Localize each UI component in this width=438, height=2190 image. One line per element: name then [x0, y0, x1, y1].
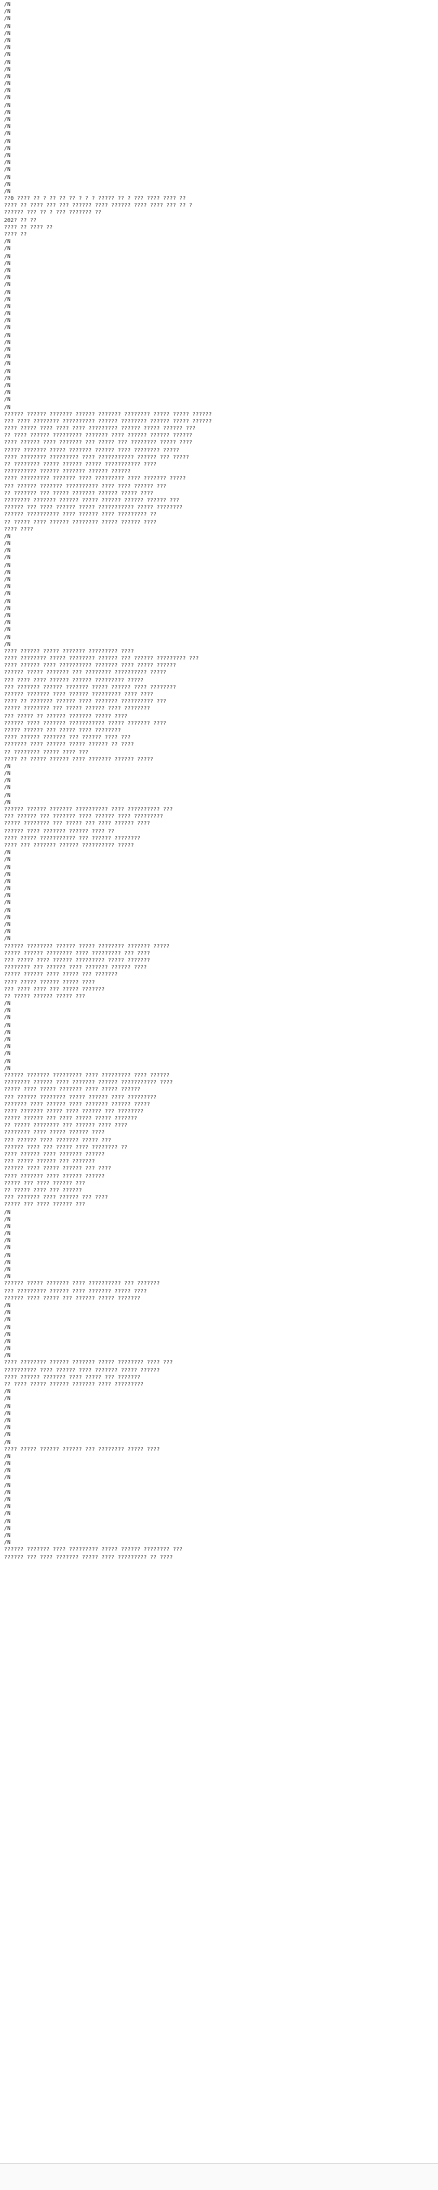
newline-marker: /N — [4, 1403, 11, 1410]
text-line: ??? ?????? ??? ??????? ???? ?????? ???? ????????? — [4, 814, 164, 821]
newline-marker: /N — [4, 1310, 11, 1317]
newline-marker: /N — [4, 397, 11, 404]
newline-marker: /N — [4, 893, 11, 900]
newline-marker: /N — [4, 1461, 11, 1468]
newline-marker: /N — [4, 52, 11, 59]
newline-marker: /N — [4, 368, 11, 375]
newline-marker: /N — [4, 778, 11, 785]
text-line: ?????? ?????? ??????? ?????? ??????? ???????? ????? ????? ?????? — [4, 411, 212, 418]
newline-marker: /N — [4, 167, 11, 174]
newline-marker: /N — [4, 1209, 11, 1216]
newline-marker: /N — [4, 1396, 11, 1403]
newline-marker: /N — [4, 548, 11, 555]
newline-marker: /N — [4, 1353, 11, 1360]
newline-marker: /N — [4, 1022, 11, 1029]
newline-marker: /N — [4, 267, 11, 274]
newline-marker: /N — [4, 1252, 11, 1259]
newline-marker: /N — [4, 792, 11, 799]
newline-marker: /N — [4, 1518, 11, 1525]
newline-marker: /N — [4, 1525, 11, 1532]
newline-marker: /N — [4, 1051, 11, 1058]
text-block-s5 — [4, 534, 434, 649]
newline-marker: /N — [4, 1417, 11, 1424]
newline-marker: /N — [4, 289, 11, 296]
newline-marker: /N — [4, 2, 11, 8]
newline-marker: /N — [4, 1302, 11, 1309]
newline-marker: /N — [4, 1008, 11, 1015]
text-line: ??? ??????? ???? ?????? ??? ???? — [4, 1195, 108, 1202]
text-line: ?????? ???????? ?????? ????? ???????? ??????? ????? — [4, 943, 170, 950]
text-line: ??? ????? ?????? ??? ??????? — [4, 1159, 95, 1166]
text-line: ?? ???????? ????? ???? ??? — [4, 749, 89, 756]
text-line: ??????? ???? ?????? ???? ??????? ?????? ????? — [4, 1101, 151, 1108]
text-line: ???? ???????? ????????? ???? ??????????? ?????? ??? ????? — [4, 454, 189, 461]
newline-marker: /N — [4, 1504, 11, 1511]
newline-marker: /N — [4, 404, 11, 411]
newline-marker: /N — [4, 311, 11, 318]
text-line: ????? ???????? ??? ????? ??? ???? ?????? ???? — [4, 821, 151, 828]
text-block-s3 — [4, 239, 434, 412]
newline-marker: /N — [4, 109, 11, 116]
text-line: ?? ????? ???? ??? ?????? — [4, 1187, 82, 1194]
text-line: ???? ?????? ??????? ???? ????? ??? ??????? — [4, 1374, 141, 1381]
newline-marker: /N — [4, 914, 11, 921]
newline-marker: /N — [4, 871, 11, 878]
text-line: ?????????? ?????? ??????? ?????? ?????? — [4, 469, 131, 476]
newline-marker: /N — [4, 929, 11, 936]
text-line: ?? ????? ???????? ??? ?????? ???? ???? — [4, 1123, 128, 1130]
text-line: ????? ?????? ???????? ???? ????????? ??? ???? — [4, 950, 151, 957]
text-line: ??? ????? ?? ?????? ??????? ????? ???? — [4, 713, 128, 720]
newline-marker: /N — [4, 303, 11, 310]
newline-marker: /N — [4, 1468, 11, 1475]
page-footer — [0, 2163, 438, 2190]
newline-marker: /N — [4, 1317, 11, 1324]
text-line: ???? ?????? ???? ??????? ??? ????? ??? ???????? ????? ???? — [4, 440, 193, 447]
text-line: ???????? ??????? ?????? ????? ?????? ?????? ?????? ??? — [4, 497, 180, 504]
newline-marker: /N — [4, 160, 11, 167]
newline-marker: /N — [4, 1475, 11, 1482]
newline-marker: /N — [4, 1540, 11, 1547]
text-line: ???? ????? ?????? ?????? ??? ???????? ????? ???? — [4, 1446, 160, 1453]
newline-marker: /N — [4, 1389, 11, 1396]
text-block-s17 — [4, 1389, 434, 1447]
text-block-s15 — [4, 1303, 434, 1361]
newline-marker: /N — [4, 850, 11, 857]
newline-marker: /N — [4, 174, 11, 181]
newline-marker: /N — [4, 1274, 11, 1281]
newline-marker: /N — [4, 1238, 11, 1245]
newline-marker: /N — [4, 375, 11, 382]
newline-marker: /N — [4, 605, 11, 612]
text-line: ???? ???????? ?????? ??????? ????? ???????? ???? ??? — [4, 1360, 173, 1367]
newline-marker: /N — [4, 282, 11, 289]
newline-marker: /N — [4, 1511, 11, 1518]
text-line: ??? ?????? ???? ??????? ????? ??? — [4, 1137, 112, 1144]
text-line: ??????? ???? ?????? ????? ?????? ?? ???? — [4, 742, 134, 749]
newline-marker: /N — [4, 1231, 11, 1238]
text-line: ????? ???????? ??? ????? ?????? ???? ???????? — [4, 706, 151, 713]
newline-marker: /N — [4, 390, 11, 397]
newline-marker: /N — [4, 1439, 11, 1446]
newline-marker: /N — [4, 799, 11, 806]
newline-marker: /N — [4, 569, 11, 576]
text-line: ????? ??????? ????? ??????? ?????? ???? ???????? ????? — [4, 447, 180, 454]
text-line: ???? ?? ????? ?????? ???? ??????? ?????? ????? — [4, 756, 154, 763]
newline-marker: /N — [4, 864, 11, 871]
text-line: ?????? ???? ????? ??? ?????? ????? ??????? — [4, 1295, 141, 1302]
newline-marker: /N — [4, 66, 11, 73]
newline-marker: /N — [4, 1425, 11, 1432]
text-line: ??? ???? ???? ?????? ?????? ????????? ????? — [4, 677, 144, 684]
text-line: ???????? ?????? ???? ??????? ?????? ??????????? ???? — [4, 1080, 173, 1087]
newline-marker: /N — [4, 1338, 11, 1345]
newline-marker: /N — [4, 260, 11, 267]
text-line: ?????? ?????????? ???? ?????? ???? ????????? ?? — [4, 512, 157, 519]
text-line: ?????? ???? ????? ?????? ??? ???? — [4, 1166, 112, 1173]
text-line: ????? ???? ????? ??????? ???? ????? ?????? — [4, 1087, 141, 1094]
newline-marker: /N — [4, 562, 11, 569]
newline-marker: /N — [4, 1001, 11, 1008]
text-line: ???? ?????? ??????? ??? ?????? ???? ??? — [4, 735, 131, 742]
text-block-s8 — [4, 807, 434, 850]
newline-marker: /N — [4, 771, 11, 778]
newline-marker: /N — [4, 598, 11, 605]
newline-marker: /N — [4, 900, 11, 907]
newline-marker: /N — [4, 612, 11, 619]
newline-marker: /N — [4, 1037, 11, 1043]
newline-marker: /N — [4, 318, 11, 325]
text-line: ??? ?????? ??????? ?????????? ???? ???? ?????? ??? — [4, 483, 167, 490]
newline-marker: /N — [4, 577, 11, 583]
text-line: ???? ????? ???? ???? ???? ????????? ?????? ????? ?????? ??? — [4, 426, 196, 433]
newline-marker: /N — [4, 95, 11, 102]
newline-marker: /N — [4, 347, 11, 353]
text-line: ????? ?????? ??? ???? ????? ????? ??????? — [4, 1116, 138, 1123]
newline-marker: /N — [4, 620, 11, 627]
newline-marker: /N — [4, 181, 11, 188]
newline-marker: /N — [4, 81, 11, 88]
newline-marker: /N — [4, 1432, 11, 1439]
text-line: ??? ???? ???????? ?????????? ?????? ???????? ?????? ????? ?????? — [4, 418, 212, 425]
text-block-s11 — [4, 1001, 434, 1073]
newline-marker: /N — [4, 332, 11, 339]
newline-marker: /N — [4, 246, 11, 253]
newline-marker: /N — [4, 73, 11, 80]
newline-marker: /N — [4, 102, 11, 109]
newline-marker: /N — [4, 785, 11, 792]
newline-marker: /N — [4, 1058, 11, 1065]
text-line: ????? ?????? ??? ????? ???? ???????? — [4, 727, 121, 734]
text-line: ???? ????????? ??????? ???? ????????? ???? ??????? ????? — [4, 476, 186, 483]
text-line: ???? ?????? ???? ??????? ?????? — [4, 1152, 105, 1158]
newline-marker: /N — [4, 878, 11, 885]
newline-marker: /N — [4, 239, 11, 246]
text-block-s20 — [4, 1547, 434, 1561]
newline-marker: /N — [4, 763, 11, 770]
newline-marker: /N — [4, 886, 11, 893]
newline-marker: /N — [4, 541, 11, 548]
text-line: ?? ???????? ????? ?????? ????? ??????????? ???? — [4, 462, 157, 468]
text-line: ?? ??????? ??? ????? ??????? ?????? ????? ???? — [4, 490, 154, 497]
newline-marker: /N — [4, 30, 11, 37]
text-line: ?????? ???? ??????? ??????????? ????? ??????? ???? — [4, 720, 167, 727]
text-line: ?????? ??????? ???? ????????? ????? ?????? ???????? ??? — [4, 1547, 183, 1554]
text-line: ?? ???? ?????? ????????? ??????? ???? ?????? ?????? ?????? — [4, 433, 193, 440]
text-line: ???? ?? ???? ?? — [4, 224, 53, 231]
text-line: ?????? ????? ??????? ???? ?????????? ??? ??????? — [4, 1281, 160, 1288]
newline-marker: /N — [4, 1015, 11, 1022]
text-block-s6 — [4, 649, 434, 764]
newline-marker: /N — [4, 45, 11, 52]
text-line: ??? ????? ???? ?????? ????????? ????? ??????? — [4, 957, 151, 964]
text-line: ?????? ??? ???? ??????? ????? ???? ????????? ?? ???? — [4, 1554, 173, 1561]
newline-marker: /N — [4, 88, 11, 95]
newline-marker: /N — [4, 922, 11, 928]
text-line: ?????? ??? ???? ?????? ????? ??????????? ????? ???????? — [4, 505, 183, 512]
text-line: ????? ?????? ???? ????? ??? ??????? — [4, 972, 118, 979]
text-line: ?????? ??????? ???? ?????? ????????? ???? ???? — [4, 692, 154, 698]
newline-marker: /N — [4, 1029, 11, 1036]
text-block-s2 — [4, 196, 434, 239]
newline-marker: /N — [4, 634, 11, 641]
text-line: ?????? ??? ?? ? ??? ??????? ?? — [4, 210, 102, 217]
newline-marker: /N — [4, 1267, 11, 1273]
text-line: ???? ???????? ????? ???????? ?????? ??? ?????? ????????? ??? — [4, 656, 199, 663]
text-line: ?? ????? ???? ?????? ???????? ????? ?????? ???? — [4, 519, 157, 526]
text-line: ???????? ??? ?????? ???? ??????? ?????? ???? — [4, 965, 147, 972]
text-line: ???? ????? ?????? ????? ???? — [4, 979, 95, 986]
newline-marker: /N — [4, 1489, 11, 1496]
text-line: ???? ??????? ????? ???? ?????? ??? ???????? — [4, 1108, 144, 1115]
newline-marker: /N — [4, 37, 11, 44]
newline-marker: /N — [4, 253, 11, 260]
text-line: ????? ??? ???? ?????? ??? — [4, 1180, 86, 1187]
newline-marker: /N — [4, 936, 11, 943]
newline-marker: /N — [4, 1346, 11, 1353]
text-line: ???? ???? — [4, 526, 34, 533]
text-line: ?????? ????? ??????? ??? ???????? ?????????? ????? — [4, 670, 167, 677]
text-block-s12 — [4, 1073, 434, 1210]
newline-marker: /N — [4, 1324, 11, 1331]
newline-marker: /N — [4, 354, 11, 361]
newline-marker: /N — [4, 16, 11, 23]
text-line: ???? ?????? ???? ?????????? ??????? ???? ????? ?????? — [4, 663, 177, 670]
text-line: ??? ????????? ?????? ???? ??????? ????? ???? — [4, 1288, 147, 1295]
text-line: ?????? ???? ??? ????? ???? ???????? ?? — [4, 1144, 128, 1151]
newline-marker: /N — [4, 152, 11, 159]
text-line: ???? ?????? ????? ??????? ????????? ???? — [4, 648, 134, 655]
newline-marker: /N — [4, 361, 11, 368]
newline-marker: /N — [4, 1044, 11, 1051]
text-line: ???? ??? ??????? ?????? ?????????? ????? — [4, 842, 134, 849]
text-line: ??? ??????? ?????? ??????? ????? ?????? ???? ???????? — [4, 684, 177, 691]
text-block-s9 — [4, 850, 434, 943]
newline-marker: /N — [4, 1410, 11, 1417]
newline-marker: /N — [4, 117, 11, 123]
text-block-s1 — [4, 2, 434, 196]
newline-marker: /N — [4, 382, 11, 389]
newline-marker: /N — [4, 584, 11, 591]
text-line: 202? ?? ?? — [4, 217, 37, 224]
newline-marker: /N — [4, 907, 11, 914]
text-line: ????? ??? ???? ?????? ??? — [4, 1202, 86, 1209]
newline-marker: /N — [4, 1532, 11, 1539]
text-line: ?????? ?????? ??????? ?????????? ???? ?????????? ??? — [4, 807, 173, 813]
newline-marker: /N — [4, 1482, 11, 1489]
newline-marker: /N — [4, 23, 11, 30]
text-line: ?????? ??????? ????????? ???? ????????? ???? ?????? — [4, 1072, 170, 1079]
text-line: ???? ?? — [4, 232, 27, 238]
text-line: ???? ?? ???? ??? ??? ?????? ???? ?????? ???? ???? ??? ?? ? — [4, 203, 193, 210]
text-block-s19 — [4, 1454, 434, 1547]
newline-marker: /N — [4, 325, 11, 332]
text-line: ???? ?? ??????? ?????? ???? ??????? ?????????? ??? — [4, 699, 167, 706]
newline-marker: /N — [4, 1065, 11, 1072]
text-block-s13 — [4, 1210, 434, 1282]
newline-marker: /N — [4, 339, 11, 346]
newline-marker: /N — [4, 1259, 11, 1266]
newline-marker: /N — [4, 1216, 11, 1223]
newline-marker: /N — [4, 9, 11, 16]
text-line: ??? ?????? ???????? ????? ?????? ???? ????????? — [4, 1094, 157, 1101]
text-line: ?????????? ???? ?????? ???? ??????? ????? ?????? — [4, 1367, 160, 1374]
newline-marker: /N — [4, 275, 11, 282]
text-line: ?? ????? ?????? ????? ??? — [4, 993, 86, 1000]
newline-marker: /N — [4, 124, 11, 131]
text-block-s18 — [4, 1447, 434, 1454]
text-block-s10 — [4, 944, 434, 1002]
newline-marker: /N — [4, 555, 11, 562]
newline-marker: /N — [4, 1497, 11, 1503]
newline-marker: /N — [4, 188, 11, 195]
newline-marker: /N — [4, 1331, 11, 1338]
text-line: ??0 ???? ?? ? ?? ?? ?? ? ? ? ????? ?? ? ??? ???? ???? ?? — [4, 196, 186, 203]
newline-marker: /N — [4, 138, 11, 145]
text-block-s14 — [4, 1281, 434, 1303]
newline-marker: /N — [4, 591, 11, 598]
text-block-s4 — [4, 412, 434, 534]
newline-marker: /N — [4, 131, 11, 138]
newline-marker: /N — [4, 857, 11, 864]
newline-marker: /N — [4, 533, 11, 540]
text-line: ?????? ???? ??????? ?????? ???? ?? — [4, 828, 115, 835]
text-block-s16 — [4, 1360, 434, 1389]
newline-marker: /N — [4, 1453, 11, 1460]
newline-marker: /N — [4, 1223, 11, 1230]
newline-marker: /N — [4, 59, 11, 66]
text-block-s7 — [4, 764, 434, 807]
text-line: ?? ???? ????? ?????? ??????? ???? ????????? — [4, 1382, 144, 1388]
newline-marker: /N — [4, 296, 11, 303]
text-line: ??? ???? ???? ??? ????? ??????? — [4, 986, 105, 993]
newline-marker: /N — [4, 627, 11, 634]
newline-marker: /N — [4, 145, 11, 152]
newline-marker: /N — [4, 1245, 11, 1252]
text-line: ???? ????? ??????????? ??? ?????? ???????? — [4, 835, 141, 842]
text-line: ???? ??????? ???? ?????? ?????? — [4, 1173, 105, 1180]
text-line: ???????? ???? ????? ?????? ???? — [4, 1130, 105, 1137]
newline-marker: /N — [4, 641, 11, 648]
